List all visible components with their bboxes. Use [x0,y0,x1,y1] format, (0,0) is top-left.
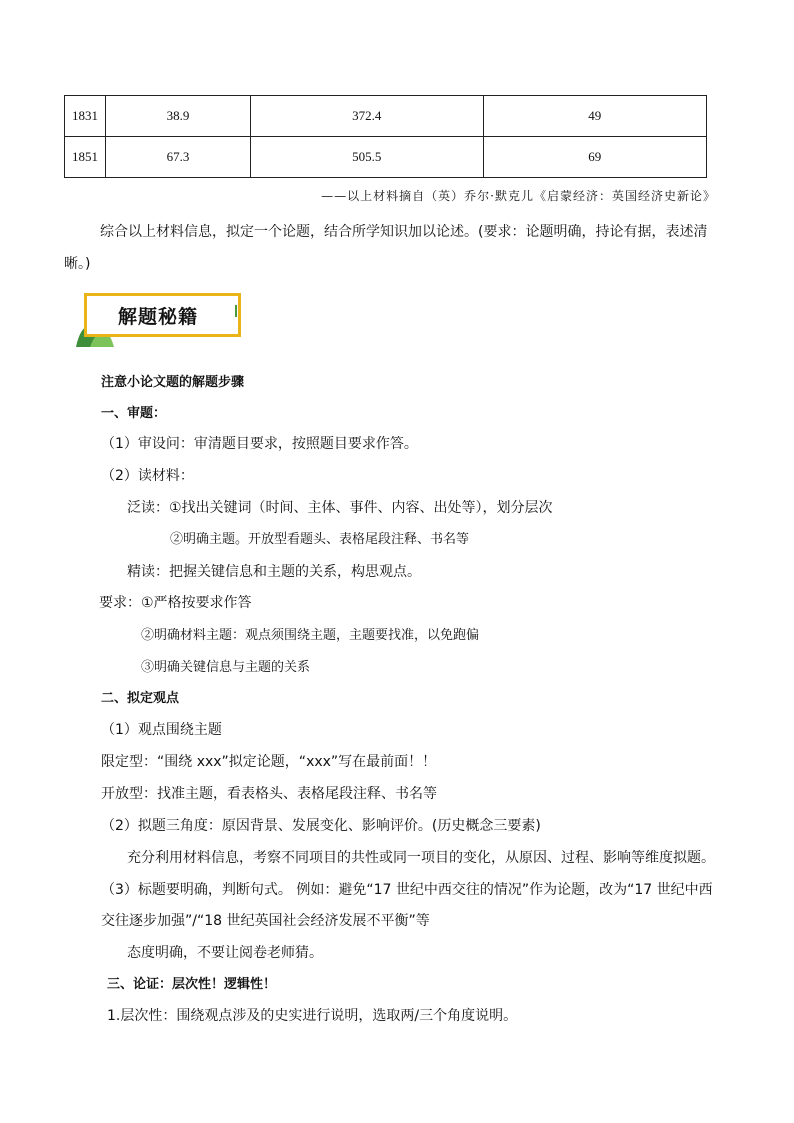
question-text: 综合以上材料信息，拟定一个论题，结合所学知识加以论述。(要求：论题明确，持论有据，表述清晰。) [64,224,708,272]
text-line: 交往逐步加强”/“18 世纪英国社会经济发展不平衡”等 [101,913,430,929]
text-line: ②明确主题。开放型看题头、表格尾段注释、书名等 [170,532,470,547]
step-title: 一、审题： [101,406,167,421]
table-cell: 1851 [65,137,106,178]
step-title: 二、拟定观点 [101,691,180,706]
table-cell: 38.9 [105,96,250,137]
table-row [65,96,707,137]
text-line: ③明确关键信息与主题的关系 [141,660,311,675]
table-cell: 372.4 [251,96,484,137]
step-title: 三、论证：层次性！逻辑性！ [107,977,277,992]
text-line: （1）审设问：审清题目要求，按照题目要求作答。 [101,436,418,452]
section-banner [76,293,251,347]
text-line: 1.层次性：围绕观点涉及的史实进行说明，选取两/三个角度说明。 [107,1008,518,1024]
text-line: （2）读材料： [101,468,194,484]
table-cell: 1831 [65,96,106,137]
section-heading: 注意小论文题的解题步骤 [101,375,245,390]
source-citation: ——以上材料摘自（英）乔尔·默克儿《启蒙经济：英国经济史新论》 [321,189,716,203]
text-line: 精读：把握关键信息和主题的关系，构思观点。 [127,564,421,580]
table-cell: 67.3 [105,137,250,178]
text-line: （3）标题要明确，判断句式。 例如：避免“17 世纪中西交往的情况”作为论题，改为“17 世纪中西 [101,882,713,898]
text-line: 泛读：①找出关键词（时间、主体、事件、内容、出处等），划分层次 [127,500,553,516]
table-cell: 505.5 [251,137,484,178]
banner-title: 解题秘籍 [118,306,199,328]
table-row [65,137,707,178]
text-line: 态度明确，不要让阅卷老师猜。 [127,945,323,961]
table-cell: 49 [483,96,706,137]
banner-accent [235,305,237,317]
text-line: 要求：①严格按要求作答 [99,595,252,611]
text-line: ②明确材料主题：观点须围绕主题，主题要找准，以免跑偏 [141,628,480,643]
text-line: 限定型：“围绕 xxx”拟定论题，“xxx”写在最前面！！ [101,754,437,770]
table-cell: 69 [483,137,706,178]
text-line: （2）拟题三角度：原因背景、发展变化、影响评价。(历史概念三要素) [101,818,541,834]
data-table [64,95,707,178]
text-line: 开放型：找准主题，看表格头、表格尾段注释、书名等 [101,786,437,802]
text-line: （1）观点围绕主题 [101,722,222,738]
text-line: 充分利用材料信息，考察不同项目的共性或同一项目的变化，从原因、过程、影响等维度拟题。 [127,850,715,866]
